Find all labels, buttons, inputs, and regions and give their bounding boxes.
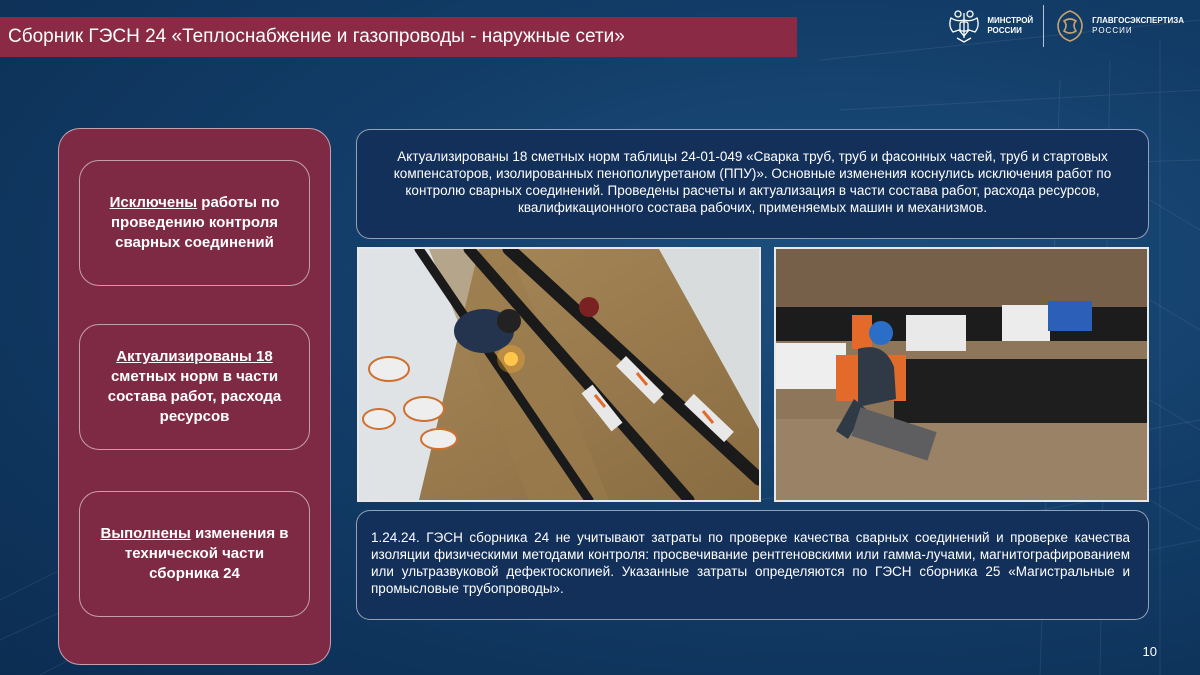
expertise-line1: ГЛАВГОСЭКСПЕРТИЗА: [1092, 16, 1184, 25]
card-text: изменения в технической части сборника 24: [124, 525, 289, 582]
summary-card-done: [79, 491, 310, 617]
logos: [947, 6, 1184, 46]
logo-divider: [1043, 5, 1044, 47]
card-highlight: Выполнены: [100, 525, 191, 542]
card-highlight: Исключены: [109, 194, 198, 211]
card-text: сметных норм в части состава работ, расхода ресурсов: [107, 368, 282, 425]
ministry-line1: МИНСТРОЙ: [987, 16, 1034, 25]
summary-card-excluded: [79, 160, 310, 286]
expertise-logo: [1054, 9, 1184, 43]
emblem-icon: [1054, 9, 1086, 43]
ministry-line2: РОССИИ: [987, 26, 1022, 35]
page-number: 10: [1142, 644, 1157, 659]
ministry-logo: [947, 8, 1033, 44]
expertise-line2: РОССИИ: [1092, 26, 1133, 35]
technical-note-text: 1.24.24. ГЭСН сборника 24 не учитывают затраты по проверке качества сварных соединений и проверке качества изоляции физическими методами контроля: просвечивание рентгеновскими или гамма-лучами, магнитографированием или ультразвуковой дефектоскопией. Указанные затраты определяются по ГЭСН сборника 25 «Магистральные и промысловые трубопроводы».: [371, 530, 1130, 596]
summary-panel: [58, 128, 331, 665]
summary-card-updated: [79, 324, 310, 450]
worker-pipe-joint-photo: [774, 247, 1149, 502]
slide-title: [0, 17, 797, 57]
slide-title-text: Сборник ГЭСН 24 «Теплоснабжение и газопроводы - наружные сети»: [8, 26, 625, 47]
description-box: [356, 129, 1149, 239]
card-highlight: Актуализированы 18: [116, 348, 273, 365]
welder-in-trench-photo: [357, 247, 761, 502]
double-headed-eagle-icon: [947, 8, 981, 44]
technical-note-box: [356, 510, 1149, 620]
card-text: работы по проведению контроля сварных соединений: [111, 194, 280, 251]
description-text: Актуализированы 18 сметных норм таблицы 24-01-049 «Сварка труб, труб и фасонных частей, труб и стартовых компенсаторов, изолированных пенополиуретаном (ППУ)». Основные изменения коснулись исключения работ по контролю сварных соединений. Проведены расчеты и актуализация в части состава работ, расхода ресурсов, квалификационного состава рабочих, применяемых машин и механизмов.: [393, 149, 1112, 215]
